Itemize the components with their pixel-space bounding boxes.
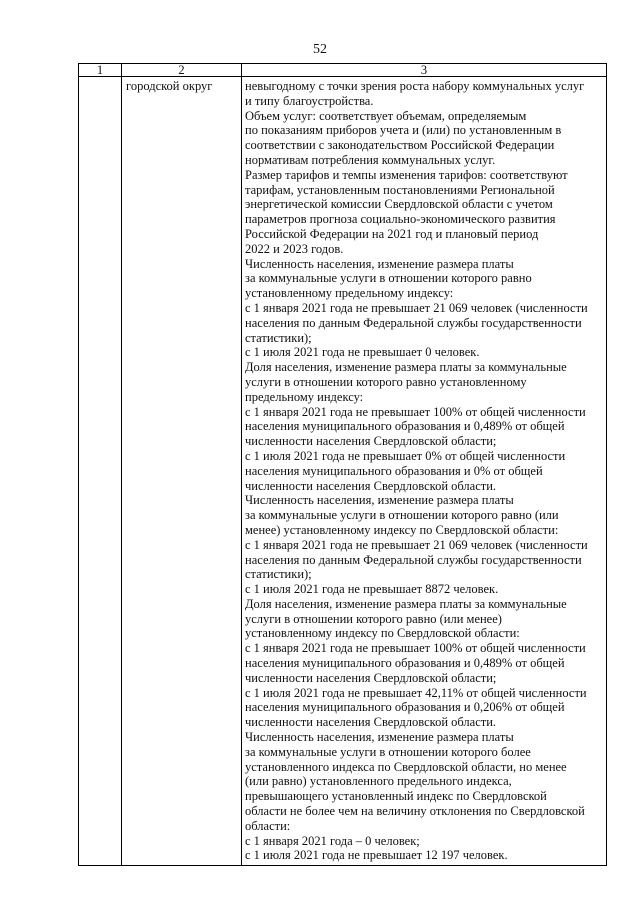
description-line: по показаниям приборов учета и (или) по установленным в <box>245 123 562 138</box>
column-header-2: 2 <box>122 64 242 77</box>
description-line: предельному индексу: <box>245 389 364 404</box>
description-line: за коммунальные услуги в отношении которого более <box>245 744 531 759</box>
description-line: с 1 января 2021 года не превышает 21 069 человек (численности <box>245 300 588 315</box>
description-line: установленному предельному индексу: <box>245 286 454 301</box>
description-line: превышающего установленный индекс по Свердловской <box>245 789 547 804</box>
column-header-3: 3 <box>242 64 607 77</box>
description-line: с 1 июля 2021 года не превышает 0% от общей численности <box>245 448 566 463</box>
description-line: населения по данным Федеральной службы государственности <box>245 552 582 567</box>
description-line: нормативам потребления коммунальных услуг. <box>245 152 496 167</box>
description-line: установленному индексу по Свердловской области: <box>245 626 520 641</box>
description-lines <box>245 79 604 863</box>
description-line: населения муниципального образования и 0,489% от общей <box>245 656 565 671</box>
description-line: области: <box>245 818 291 833</box>
cell-col1 <box>79 77 122 866</box>
description-line: 2022 и 2023 годов. <box>245 241 344 256</box>
description-line: Доля населения, изменение размера платы за коммунальные <box>245 596 567 611</box>
description-line: области не более чем на величину отклонения по Свердловской <box>245 804 585 819</box>
description-line: за коммунальные услуги в отношении которого равно <box>245 271 532 286</box>
description-line: Российской Федерации на 2021 год и плановый период <box>245 226 539 241</box>
description-line: услуги в отношении которого равно (или менее) <box>245 611 502 626</box>
description-line: населения муниципального образования и 0,489% от общей <box>245 419 565 434</box>
description-line: с 1 января 2021 года не превышает 21 069 человек (численности <box>245 537 588 552</box>
table-row <box>79 77 607 866</box>
description-line: с 1 июля 2021 года не превышает 42,11% от общей численности <box>245 685 587 700</box>
cell-municipality-type: городской округ <box>122 77 242 866</box>
description-line: численности населения Свердловской области. <box>245 715 497 730</box>
description-line: Численность населения, изменение размера платы <box>245 256 514 271</box>
description-line: с 1 января 2021 года не превышает 100% от общей численности <box>245 404 586 419</box>
description-line: (или равно) установленного предельного индекса, <box>245 774 512 789</box>
description-line: с 1 июля 2021 года не превышает 0 человек. <box>245 345 480 360</box>
table-header-row <box>79 64 607 77</box>
description-line: населения муниципального образования и 0% от общей <box>245 463 543 478</box>
description-line: статистики); <box>245 330 312 345</box>
description-line: с 1 января 2021 года – 0 человек; <box>245 833 420 848</box>
description-line: энергетической комиссии Свердловской области с учетом <box>245 197 553 212</box>
description-line: с 1 июля 2021 года не превышает 8872 человек. <box>245 582 499 597</box>
page-number: 52 <box>313 42 327 57</box>
cell-description <box>242 77 607 866</box>
description-line: установленного индекса по Свердловской области, но менее <box>245 759 567 774</box>
description-line: Численность населения, изменение размера платы <box>245 493 514 508</box>
description-line: менее) установленному индексу по Свердловской области: <box>245 522 559 537</box>
description-line: Объем услуг: соответствует объемам, определяемым <box>245 108 527 123</box>
description-line: с 1 июля 2021 года не превышает 12 197 человек. <box>245 848 508 863</box>
description-line: Численность населения, изменение размера платы <box>245 730 514 745</box>
description-line: численности населения Свердловской области; <box>245 434 497 449</box>
description-line: Доля населения, изменение размера платы за коммунальные <box>245 360 567 375</box>
description-line: соответствии с законодательством Российской Федерации <box>245 138 555 153</box>
description-line: численности населения Свердловской области. <box>245 478 497 493</box>
document-table <box>78 63 607 866</box>
description-line: невыгодному с точки зрения роста набору коммунальных услуг <box>245 79 585 93</box>
description-line: за коммунальные услуги в отношении которого равно (или <box>245 508 559 523</box>
description-line: населения муниципального образования и 0,206% от общей <box>245 700 565 715</box>
description-line: Размер тарифов и темпы изменения тарифов: соответствуют <box>245 167 568 182</box>
description-line: тарифам, установленным постановлениями Региональной <box>245 182 555 197</box>
description-line: статистики); <box>245 567 312 582</box>
description-line: населения по данным Федеральной службы государственности <box>245 315 582 330</box>
description-line: и типу благоустройства. <box>245 93 374 108</box>
description-line: с 1 января 2021 года не превышает 100% от общей численности <box>245 641 586 656</box>
description-line: параметров прогноза социально-экономического развития <box>245 212 556 227</box>
column-header-1: 1 <box>79 64 122 77</box>
description-line: численности населения Свердловской области; <box>245 670 497 685</box>
description-line: услуги в отношении которого равно установленному <box>245 374 527 389</box>
